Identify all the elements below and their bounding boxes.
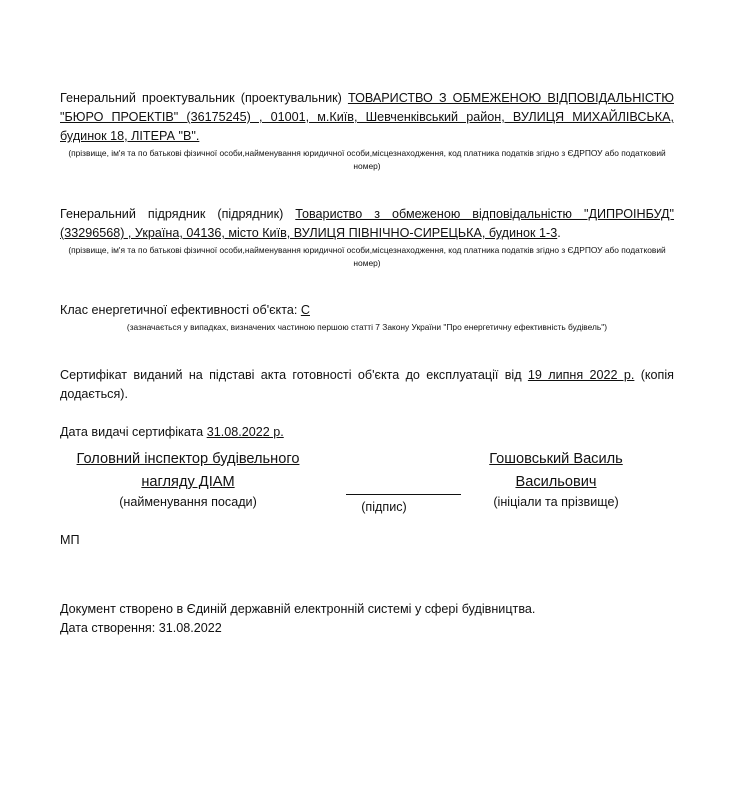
inspector-name: [466, 448, 646, 494]
energy-class-label: Клас енергетичної ефективності об'єкта:: [60, 303, 298, 317]
footer-creation-date: Дата створення: 31.08.2022: [60, 621, 222, 635]
footer-section: [60, 600, 674, 638]
certificate-basis-date: 19 липня 2022 р.: [527, 368, 635, 382]
issue-date-value: 31.08.2022 р.: [206, 425, 284, 439]
general-designer-note: (прізвище, ім'я та по батькові фізичної особи,найменування юридичної особи,місцезнаходження, код платника податків згідно з ЄДРПОУ або податковий номер): [68, 148, 666, 171]
energy-class-note: (зазначається у випадках, визначених частиною першою статті 7 Закону України "Про енергетичну ефективність будівель"): [126, 322, 608, 332]
certificate-basis-section: [60, 366, 674, 404]
energy-class-section: [60, 301, 674, 334]
general-contractor-suffix: .: [557, 226, 561, 240]
position-caption: (найменування посади): [119, 495, 257, 509]
issue-date-section: [60, 423, 674, 442]
inspector-name-line-2: Васильович: [515, 474, 597, 490]
signature-line: [346, 494, 461, 495]
position-line-2: нагляду ДІАМ: [141, 474, 235, 490]
general-designer-paragraph: [60, 89, 674, 146]
footer-system-note: Документ створено в Єдиній державній електронній системі у сфері будівництва.: [60, 602, 536, 616]
energy-class-value: С: [300, 303, 310, 317]
general-designer-section: [60, 89, 674, 173]
certificate-basis-text: Сертифікат виданий на підставі акта готовності об'єкта до експлуатації від: [60, 368, 522, 382]
inspector-name-caption: (ініціали та прізвище): [493, 495, 619, 509]
certificate-basis-paragraph: [60, 366, 674, 404]
stamp-place: МП: [60, 533, 80, 547]
general-contractor-value: Товариство з обмеженою відповідальністю "ДИПРОІНБУД" (33296568) , Україна, 04136, місто Київ, ВУЛИЦЯ ПІВНІЧНО-СИРЕЦЬКА, будинок 1-3: [60, 207, 675, 240]
stamp-place-section: [60, 531, 674, 550]
general-contractor-note: (прізвище, ім'я та по батькові фізичної особи,найменування юридичної особи,місцезнаходження, код платника податків згідно з ЄДРПОУ або податковий номер): [68, 245, 666, 268]
signature-caption: (підпис): [361, 500, 407, 514]
general-contractor-section: [60, 205, 674, 270]
general-contractor-label: Генеральний підрядник (підрядник): [60, 207, 284, 221]
position-line-1: Головний інспектор будівельного: [76, 451, 300, 467]
inspector-name-line-1: Гошовський Василь: [489, 451, 623, 467]
position-title: [58, 448, 318, 494]
general-designer-label: Генеральний проектувальник (проектувальник): [60, 91, 342, 105]
certificate-basis-copy: (копія додається).: [60, 368, 674, 401]
general-designer-value: ТОВАРИСТВО З ОБМЕЖЕНОЮ ВІДПОВІДАЛЬНІСТЮ "БЮРО ПРОЕКТІВ" (36175245) , 01001, м.Київ, Шевченківський район, ВУЛИЦЯ МИХАЙЛІВСЬКА, будинок 18, ЛІТЕРА "В".: [60, 91, 674, 143]
issue-date-line: [60, 423, 674, 442]
issue-date-label: Дата видачі сертифіката: [60, 425, 204, 439]
general-contractor-paragraph: [60, 205, 674, 243]
energy-class-line: [60, 301, 674, 320]
